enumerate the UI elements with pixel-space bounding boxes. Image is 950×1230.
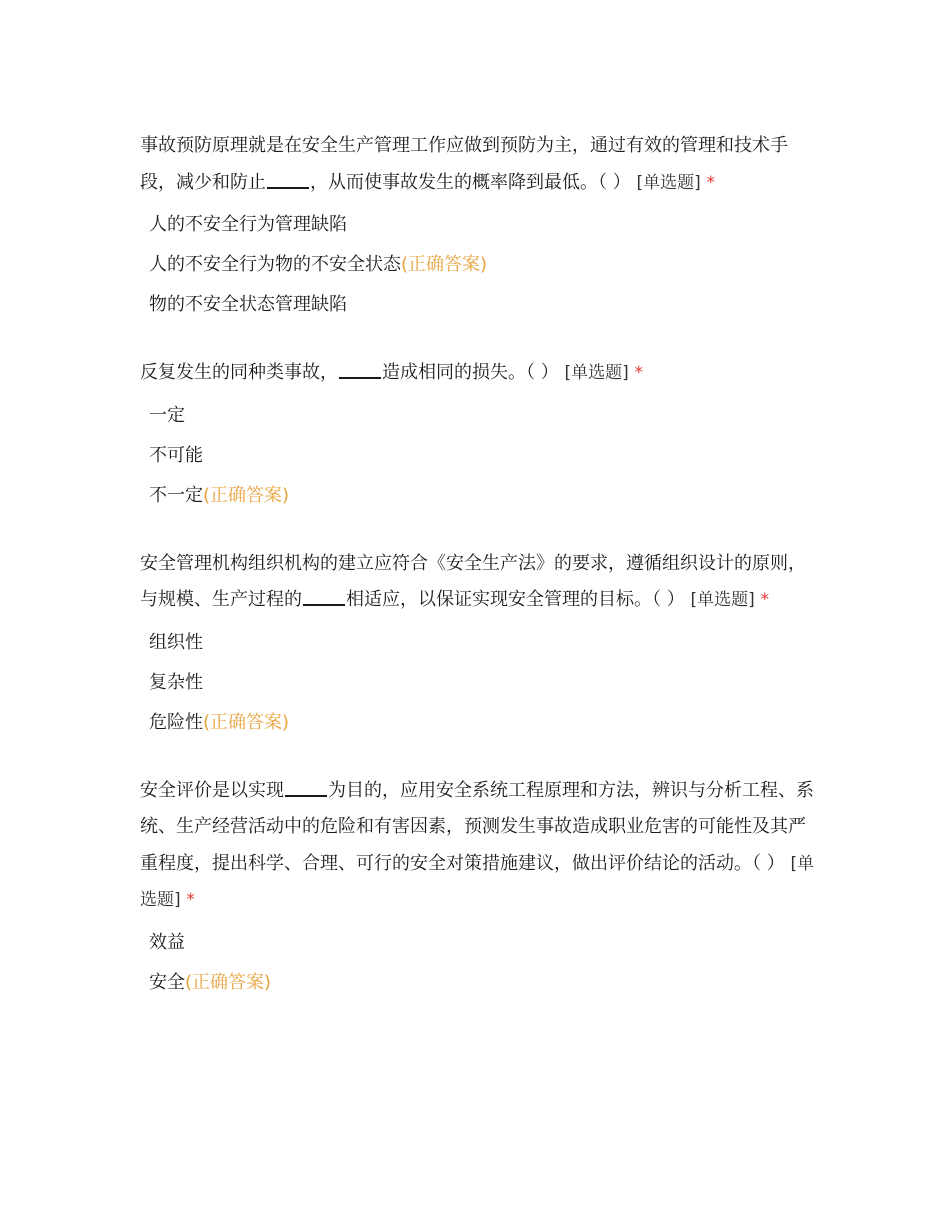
quiz-page: [140, 128, 816, 1033]
option-label: 不可能: [149, 444, 203, 466]
option-item[interactable]: [140, 963, 816, 1003]
fill-blank: [303, 586, 345, 606]
option-label: 安全: [149, 971, 185, 993]
option-item[interactable]: [140, 703, 816, 743]
option-label: 复杂性: [149, 671, 203, 693]
correct-answer-mark: (正确答案): [203, 711, 290, 733]
option-item[interactable]: [140, 663, 816, 703]
question-text: [140, 355, 816, 392]
correct-answer-mark: (正确答案): [185, 971, 272, 993]
required-asterisk: *: [634, 363, 643, 383]
option-item[interactable]: [140, 285, 816, 325]
option-label: 人的不安全行为物的不安全状态: [149, 254, 401, 275]
option-label: 组织性: [149, 631, 203, 653]
question-text-part: 造成相同的损失。（ ）: [382, 362, 559, 383]
option-label: 一定: [149, 404, 185, 426]
question-2: [140, 355, 816, 516]
option-label: 效益: [149, 931, 185, 953]
correct-answer-mark: (正确答案): [401, 254, 488, 275]
question-text: [140, 128, 816, 201]
option-item[interactable]: [140, 396, 816, 436]
question-text-part: 安全评价是以实现: [140, 779, 284, 801]
question-type-label: [单选题]: [140, 853, 815, 910]
question-4: [140, 773, 816, 1003]
option-label: 人的不安全行为管理缺陷: [149, 214, 347, 235]
question-text-part: ，从而使事故发生的概率降到最低。（ ）: [310, 171, 631, 193]
question-text-part: 反复发生的同种类事故，: [140, 362, 338, 383]
option-label: 物的不安全状态管理缺陷: [149, 294, 347, 315]
question-type-label: [单选题]: [636, 172, 701, 193]
fill-blank: [339, 359, 381, 379]
option-item[interactable]: [140, 205, 816, 245]
option-label: 不一定: [149, 484, 203, 506]
option-item[interactable]: [140, 476, 816, 516]
fill-blank: [285, 777, 327, 797]
question-text: [140, 546, 816, 619]
required-asterisk: *: [760, 590, 769, 610]
question-type-label: [单选题]: [564, 363, 629, 383]
option-item[interactable]: [140, 623, 816, 663]
question-type-label: [单选题]: [690, 590, 755, 610]
required-asterisk: *: [706, 172, 715, 193]
option-item[interactable]: [140, 245, 816, 285]
question-text-part: 为目的，应用安全系统工程原理和方法，辨识与分析工程、系统、生产经营活动中的危险和有害因素，预测发生事故造成职业危害的可能性及其严重程度，提出科学、合理、可行的安全对策措施建议，做出评价结论的活动。（ ）: [140, 779, 814, 874]
question-1: [140, 128, 816, 325]
question-text-part: 事故预防原理就是在安全生产管理工作应做到预防为主，通过有效的管理和技术手段，减少和防止: [140, 135, 788, 193]
option-item[interactable]: [140, 436, 816, 476]
option-label: 危险性: [149, 711, 203, 733]
question-text-part: 相适应，以保证实现安全管理的目标。（ ）: [346, 589, 685, 610]
correct-answer-mark: (正确答案): [203, 484, 290, 506]
fill-blank: [267, 169, 309, 189]
question-text-part: 安全管理机构组织机构的建立应符合《安全生产法》的要求，遵循组织设计的原则，与规模、生产过程的: [140, 552, 806, 610]
question-3: [140, 546, 816, 743]
option-item[interactable]: [140, 923, 816, 963]
question-text: [140, 773, 816, 919]
required-asterisk: *: [186, 890, 195, 910]
